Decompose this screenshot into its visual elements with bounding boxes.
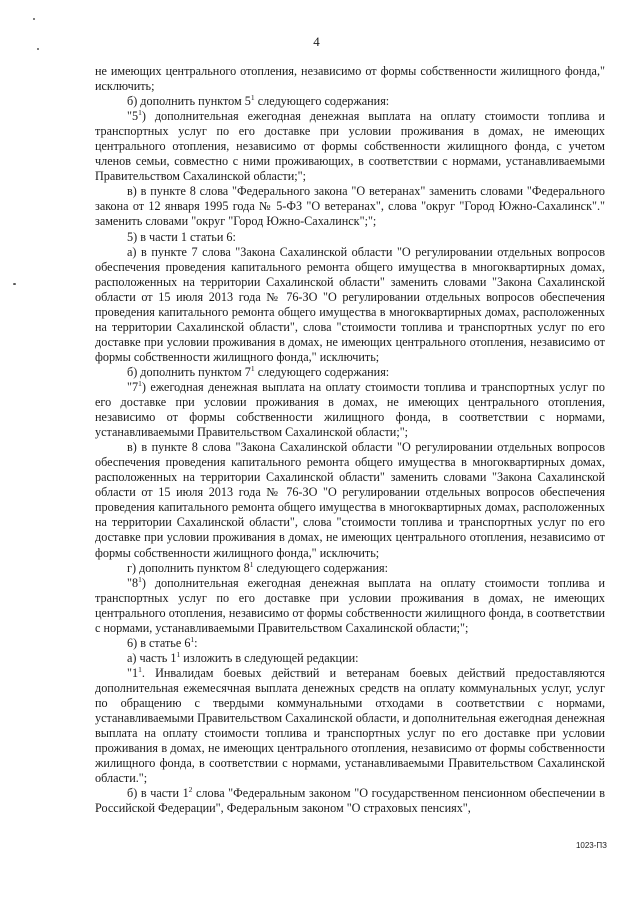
paragraph-text: слова "Федеральным законом "О государственном пенсионном обеспечении в Российской Федерации", Федеральным законом "О страховых пенсиях", <box>95 786 606 816</box>
paragraph <box>95 561 605 576</box>
paragraph-text: "1 <box>127 665 139 680</box>
paragraph-text: . Инвалидам боевых действий и ветеранам боевых действий предоставляются дополнительная ежемесячная выплата денежных средств на оплату коммунальных услуг, услуг по обращению с твердыми коммунальными отходами в соответствии с нормами, устанавливаемыми Правительством Сахалинской области, и дополнительная ежегодная денежная выплата на оплату стоимости топлива и транспортных услуг по его доставке при условии проживания в домах, не имеющих центрального отопления, независимо от формы собственности жилищного фонда, в соответствии с нормами, устанавливаемыми Правительством Сахалинской области."; <box>95 665 605 786</box>
paragraph <box>95 230 605 245</box>
paragraph-text: б) дополнить пунктом 5 <box>127 94 251 109</box>
paragraph-text: в) в пункте 8 слова "Федерального закона "О ветеранах" заменить словами "Федерального закона от 12 января 1995 года № 5-ФЗ "О ветеранах", слова "округ "Город Южно-Сахалинск"." заменить словами "округ "Город Южно-Сахалинск";"; <box>95 184 605 229</box>
paragraph-text: следующего содержания: <box>254 94 390 109</box>
paragraph-text: "8 <box>127 575 139 590</box>
superscript: 1 <box>250 363 255 373</box>
paragraph <box>95 245 605 365</box>
paragraph-text: не имеющих центрального отопления, независимо от формы собственности жилищного фонда," исключить; <box>95 64 605 94</box>
superscript: 1 <box>138 574 142 584</box>
paragraph <box>95 576 605 636</box>
paragraph-text: г) дополнить пунктом 8 <box>127 560 250 575</box>
paragraph-text: б) дополнить пунктом 7 <box>127 364 251 379</box>
paragraph-text: в) в пункте 8 слова "Закона Сахалинской области "О регулировании отдельных вопросов обеспечения проведения капитального ремонта общего имущества в многоквартирных домах, расположенных на территории Сахалинской области" заменить словами "Закона Сахалинской области от 15 июля 2013 года № 76-ЗО "О регулировании отдельных вопросов обеспечения проведения капитального ремонта общего имущества в многоквартирных домах, расположенных на территории Сахалинской области", слова "стоимости топлива и транспортных услуг по его доставке при условии проживания в домах, не имеющих центрального отопления, независимо от формы собственности жилищного фонда," исключить; <box>95 440 605 560</box>
paragraph <box>95 94 605 109</box>
paragraph <box>95 651 605 666</box>
scan-speck <box>13 283 16 285</box>
paragraph <box>95 109 605 184</box>
paragraph-text: 6) в статье 6 <box>127 635 191 650</box>
paragraph-text: "7 <box>127 379 139 394</box>
superscript: 1 <box>190 634 195 644</box>
paragraph-text: изложить в следующей редакции: <box>180 650 359 665</box>
paragraph-text: а) в пункте 7 слова "Закона Сахалинской области "О регулировании отдельных вопросов обеспечения проведения капитального ремонта общего имущества в многоквартирных домах, расположенных на территории Сахалинской области" заменить словами "Закона Сахалинской области от 15 июля 2013 года № 76-ЗО "О регулировании отдельных вопросов обеспечения проведения капитального ремонта общего имущества в многоквартирных домах, расположенных на территории Сахалинской области", слова "стоимости топлива и транспортных услуг по его доставке при условии проживания в домах, не имеющих центрального отопления, независимо от формы собственности жилищного фонда," исключить; <box>95 244 605 364</box>
paragraph <box>95 666 605 786</box>
paragraph-text: "5 <box>127 109 139 124</box>
document-code: 1023-ПЗ <box>575 841 607 850</box>
paragraph <box>95 380 605 440</box>
paragraph-text: ) дополнительная ежегодная денежная выплата на оплату стоимости топлива и транспортных услуг по его доставке при условии проживания в домах, не имеющих центрального отопления, независимо от формы собственности жилищного фонда, с учетом членов семьи, совместно с ними проживающих, в соответствии с нормами, устанавливаемыми Правительством Сахалинской области;"; <box>95 109 605 184</box>
paragraph <box>95 636 605 651</box>
page-number: 4 <box>313 34 320 49</box>
scan-speck <box>37 48 39 50</box>
paragraph-text: 5) в части 1 статьи 6: <box>127 229 236 244</box>
superscript: 2 <box>188 785 193 795</box>
superscript: 1 <box>250 93 255 103</box>
superscript: 1 <box>176 649 181 659</box>
paragraph-text: следующего содержания: <box>254 364 390 379</box>
document-body <box>95 64 605 816</box>
paragraph <box>95 365 605 380</box>
paragraph <box>95 184 605 229</box>
paragraph-text: : <box>194 635 198 650</box>
scan-speck <box>33 18 35 20</box>
superscript: 1 <box>138 664 142 674</box>
paragraph-text: ) дополнительная ежегодная денежная выплата на оплату стоимости топлива и транспортных услуг по его доставке при условии проживания в домах, не имеющих центрального отопления, независимо от формы собственности жилищного фонда, в соответствии с нормами, устанавливаемыми Правительством Сахалинской области;"; <box>95 575 605 635</box>
paragraph-text: б) в части 1 <box>127 786 189 801</box>
superscript: 1 <box>138 378 142 388</box>
paragraph <box>95 64 605 94</box>
paragraph-text: а) часть 1 <box>127 650 177 665</box>
paragraph <box>95 786 605 816</box>
superscript: 1 <box>138 108 142 118</box>
paragraph-text: следующего содержания: <box>253 560 388 575</box>
paragraph <box>95 440 605 560</box>
paragraph-text: ) ежегодная денежная выплата на оплату стоимости топлива и транспортных услуг по его доставке при условии проживания в домах, не имеющих центрального отопления, независимо от формы собственности жилищного фонда, в соответствии с нормами, устанавливаемыми Правительством Сахалинской области;"; <box>95 379 605 440</box>
superscript: 1 <box>249 559 254 569</box>
